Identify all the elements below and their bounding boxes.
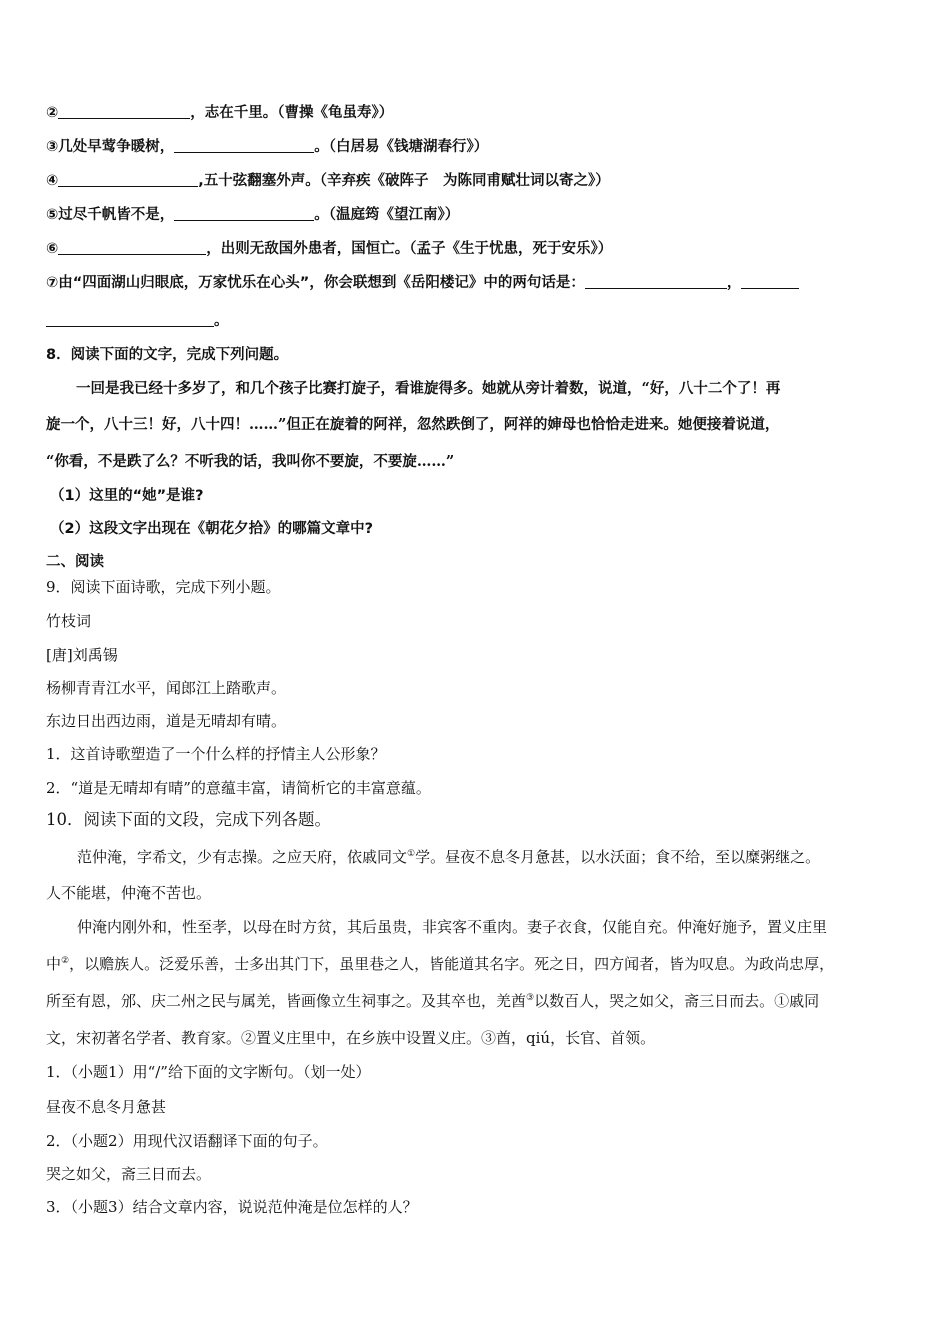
q9-subquestion-1: 1．这首诗歌塑造了一个什么样的抒情主人公形象？ bbox=[46, 745, 386, 763]
fill-line-5: ⑤过尽千帆皆不是， 。（温庭筠《望江南》） bbox=[46, 207, 460, 223]
fill-line-7-cont: 。 bbox=[46, 311, 906, 331]
fill-line-6: ⑥ ，出则无敌国外患者，国恒亡。（孟子《生于忧患，死于安乐》） bbox=[46, 241, 613, 257]
footnote-mark: ③ bbox=[526, 993, 535, 1003]
fill-line-7: ⑦由“四面湖山归眼底，万家忧乐在心头”，你会联想到《岳阳楼记》中的两句话是： ， bbox=[46, 273, 906, 293]
q8-passage-line: 旋一个，八十三！好，八十四！……”但正在旋着的阿祥，忽然跌倒了，阿祥的婶母也恰恰走进来。她便接着说道， bbox=[46, 416, 780, 433]
q10-subquestion-1-text: 昼夜不息冬月惫甚 bbox=[46, 1098, 167, 1116]
fill-line-2: ② ，志在千里。（曹操《龟虽寿》） bbox=[46, 105, 394, 121]
answer-blank[interactable] bbox=[58, 104, 190, 119]
q9-title: 9．阅读下面诗歌，完成下列小题。 bbox=[46, 578, 281, 596]
poem-author: [唐]刘禹锡 bbox=[46, 646, 118, 664]
q10-passage-line: 范仲淹，字希文，少有志操。之应天府，依戚同文①学。昼夜不息冬月惫甚，以水沃面；食不给，至以糜粥继之。 bbox=[77, 848, 821, 866]
q10-subquestion-1: 1．（小题1）用“/”给下面的文字断句。（划一处） bbox=[46, 1063, 371, 1081]
fill-line-3: ③几处早莺争暖树， 。（白居易《钱塘湖春行》） bbox=[46, 139, 489, 155]
q10-subquestion-2-text: 哭之如父，斋三日而去。 bbox=[46, 1165, 212, 1183]
q8-subquestion-2: （2）这段文字出现在《朝花夕拾》的哪篇文章中? bbox=[50, 521, 373, 537]
answer-blank[interactable] bbox=[741, 274, 799, 289]
footnote-mark: ② bbox=[61, 956, 70, 966]
q10-footnotes: 文，宋初著名学者、教育家。②置义庄里中，在乡族中设置义庄。③酋，qiú，长官、首领。 bbox=[46, 1029, 656, 1047]
answer-blank[interactable] bbox=[174, 138, 314, 153]
answer-blank[interactable] bbox=[58, 172, 198, 187]
q10-passage-line: 仲淹内刚外和，性至孝，以母在时方贫，其后虽贵，非宾客不重肉。妻子衣食，仅能自充。仲淹好施予，置义庄里 bbox=[77, 918, 828, 936]
poem-line: 东边日出西边雨，道是无晴却有晴。 bbox=[46, 712, 287, 730]
answer-blank[interactable] bbox=[46, 312, 214, 327]
footnote-mark: ① bbox=[407, 849, 416, 859]
q8-passage-line: “你看，不是跌了么？不听我的话，我叫你不要旋，不要旋……” bbox=[46, 453, 455, 470]
q8-subquestion-1: （1）这里的“她”是谁? bbox=[50, 488, 204, 504]
q10-passage-line: 所至有恩，邠、庆二州之民与属羌，皆画像立生祠事之。及其卒也，羌酋③以数百人，哭之如父，斋三日而去。①戚同 bbox=[46, 992, 820, 1010]
q8-title: 8．阅读下面的文字，完成下列问题。 bbox=[46, 347, 289, 363]
poem-line: 杨柳青青江水平，闻郎江上踏歌声。 bbox=[46, 679, 287, 697]
q10-passage-line: 人不能堪，仲淹不苦也。 bbox=[46, 884, 212, 902]
q8-passage-line: 一回是我已经十多岁了，和几个孩子比赛打旋子，看谁旋得多。她就从旁计着数，说道，“好，八十二个了！再 bbox=[76, 380, 781, 397]
q10-passage-line: 中②，以赡族人。泛爱乐善，士多出其门下，虽里巷之人，皆能道其名字。死之日，四方闻者，皆为叹息。为政尚忠厚， bbox=[46, 955, 835, 973]
answer-blank[interactable] bbox=[58, 240, 206, 255]
poem-title: 竹枝词 bbox=[46, 612, 92, 630]
q10-subquestion-3: 3．（小题3）结合文章内容，说说范仲淹是位怎样的人？ bbox=[46, 1198, 418, 1216]
q10-subquestion-2: 2．（小题2）用现代汉语翻译下面的句子。 bbox=[46, 1132, 328, 1150]
section-heading: 二、阅读 bbox=[46, 554, 104, 570]
q10-title: 10．阅读下面的文段，完成下列各题。 bbox=[46, 810, 331, 829]
fill-line-4: ④ ,五十弦翻塞外声。（辛弃疾《破阵子 为陈同甫赋壮词以寄之》） bbox=[46, 173, 610, 189]
q9-subquestion-2: 2．“道是无晴却有晴”的意蕴丰富，请简析它的丰富意蕴。 bbox=[46, 779, 431, 797]
answer-blank[interactable] bbox=[174, 206, 314, 221]
answer-blank[interactable] bbox=[585, 274, 727, 289]
